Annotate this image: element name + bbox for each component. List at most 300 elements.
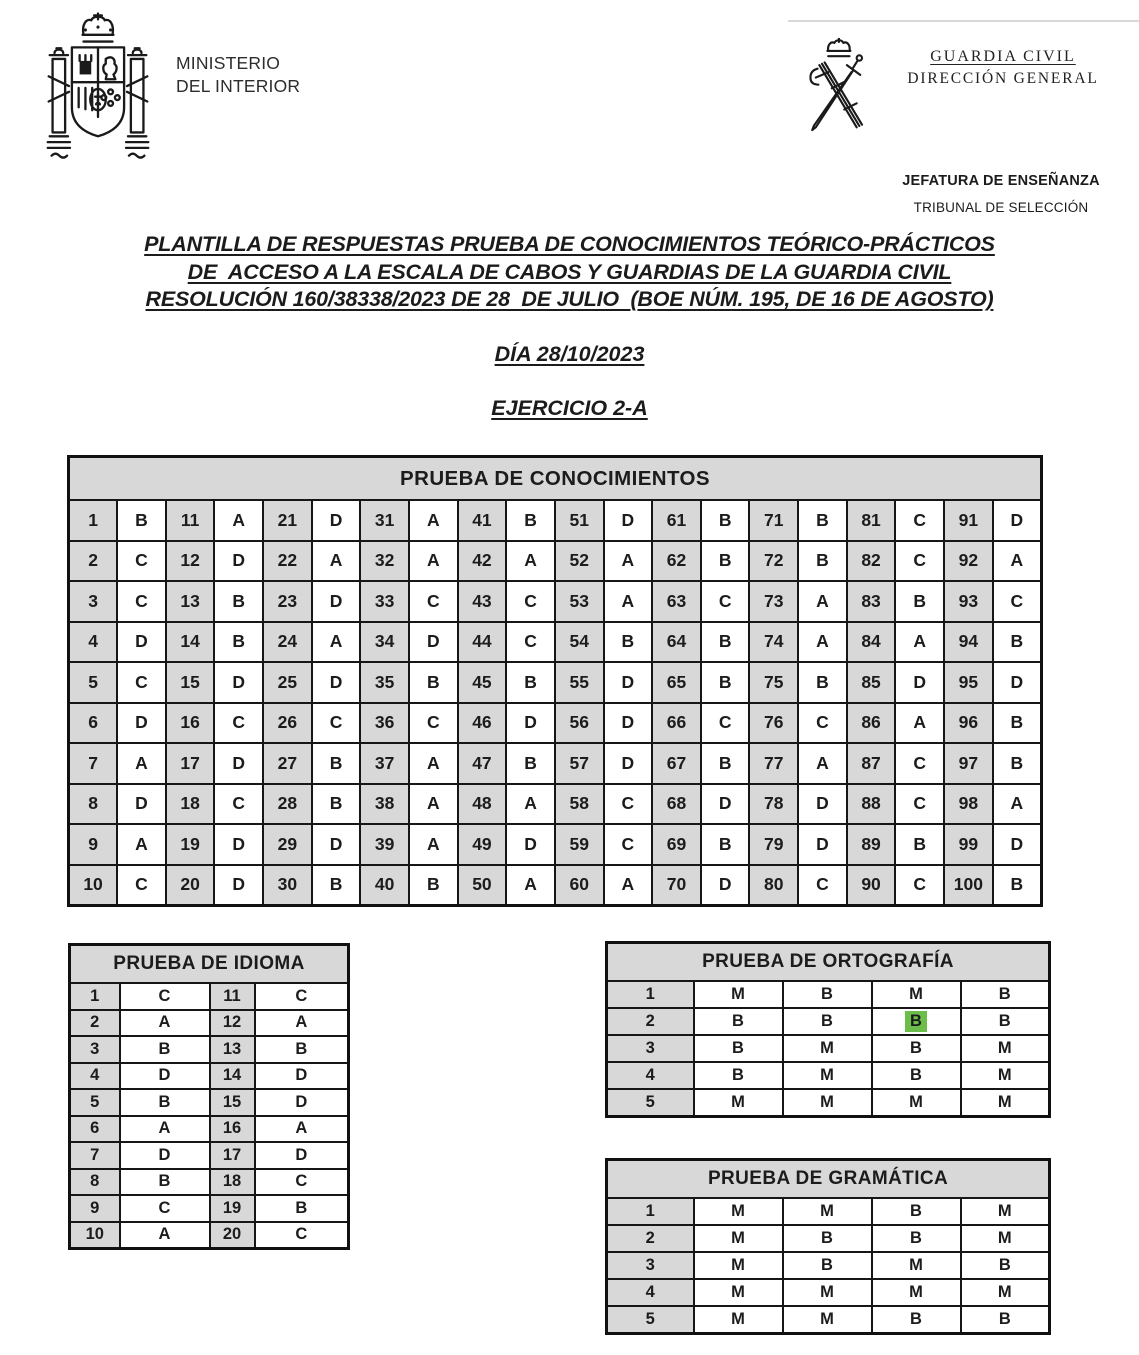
answer-letter: B — [993, 743, 1042, 784]
question-number: 8 — [69, 784, 118, 825]
idioma-section — [68, 943, 350, 1250]
answer-letter: D — [117, 703, 166, 744]
question-number: 82 — [847, 541, 896, 582]
answer-letter: D — [993, 824, 1042, 865]
answer-letter: B — [798, 662, 847, 703]
answer-row — [607, 1089, 1050, 1117]
answer-letter: B — [694, 1008, 783, 1035]
answer-letter: D — [214, 541, 263, 582]
question-number: 17 — [210, 1142, 255, 1169]
ministry-header — [40, 8, 300, 171]
answer-row — [607, 1062, 1050, 1089]
answer-letter: M — [872, 1089, 961, 1117]
answer-letter: A — [120, 1222, 210, 1249]
question-number: 24 — [263, 622, 312, 663]
answer-letter: B — [798, 541, 847, 582]
answer-letter: C — [506, 581, 555, 622]
answer-letter: C — [895, 865, 944, 906]
answer-letter: M — [694, 1198, 783, 1225]
question-number: 20 — [166, 865, 215, 906]
question-number: 28 — [263, 784, 312, 825]
answer-letter: M — [961, 1225, 1050, 1252]
question-number: 89 — [847, 824, 896, 865]
ortografia-section — [605, 941, 1051, 1118]
answer-letter: B — [701, 824, 750, 865]
answer-letter: B — [961, 1008, 1050, 1035]
question-number: 91 — [944, 500, 993, 541]
question-number: 83 — [847, 581, 896, 622]
guardia-civil-header — [798, 38, 1139, 215]
question-number: 61 — [652, 500, 701, 541]
question-number: 80 — [749, 865, 798, 906]
answer-row — [607, 1035, 1050, 1062]
answer-letter: A — [506, 865, 555, 906]
question-number: 4 — [69, 622, 118, 663]
question-number: 85 — [847, 662, 896, 703]
question-number: 9 — [69, 824, 118, 865]
answer-letter: B — [961, 1306, 1050, 1334]
answer-letter: D — [798, 824, 847, 865]
answer-letter: C — [409, 581, 458, 622]
question-number: 5 — [69, 662, 118, 703]
conocimientos-row — [69, 865, 1042, 906]
answer-letter: B — [506, 662, 555, 703]
answer-letter: B — [701, 743, 750, 784]
question-number: 5 — [70, 1089, 120, 1116]
question-number: 36 — [360, 703, 409, 744]
question-number: 68 — [652, 784, 701, 825]
answer-letter: B — [783, 1252, 872, 1279]
answer-letter: D — [506, 703, 555, 744]
answer-letter: B — [993, 865, 1042, 906]
question-number: 97 — [944, 743, 993, 784]
question-number: 25 — [263, 662, 312, 703]
exam-date: DÍA 28/10/2023 — [494, 342, 645, 366]
answer-letter: A — [255, 1116, 349, 1143]
answer-letter: D — [701, 784, 750, 825]
answer-letter: C — [604, 784, 653, 825]
answer-letter: D — [993, 662, 1042, 703]
question-number: 19 — [210, 1195, 255, 1222]
answer-letter: D — [701, 865, 750, 906]
answer-letter: B — [312, 784, 361, 825]
answer-letter: B — [783, 981, 872, 1008]
answer-letter: B — [506, 500, 555, 541]
answer-letter: C — [701, 581, 750, 622]
answer-letter: A — [798, 743, 847, 784]
answer-letter: C — [117, 541, 166, 582]
answer-letter: D — [604, 703, 653, 744]
answer-letter: A — [117, 824, 166, 865]
answer-letter: C — [214, 703, 263, 744]
question-number: 79 — [749, 824, 798, 865]
question-number: 67 — [652, 743, 701, 784]
answer-letter: M — [872, 1252, 961, 1279]
question-number: 42 — [458, 541, 507, 582]
question-number: 3 — [607, 1252, 694, 1279]
scan-artifact-line — [788, 20, 1139, 22]
question-number: 5 — [607, 1306, 694, 1334]
question-number: 21 — [263, 500, 312, 541]
question-number: 73 — [749, 581, 798, 622]
answer-letter: B — [872, 1306, 961, 1334]
answer-letter: M — [961, 1279, 1050, 1306]
answer-letter: A — [409, 500, 458, 541]
question-number: 11 — [166, 500, 215, 541]
answer-letter: D — [604, 500, 653, 541]
question-number: 30 — [263, 865, 312, 906]
question-number: 78 — [749, 784, 798, 825]
answer-letter: C — [604, 824, 653, 865]
question-number: 71 — [749, 500, 798, 541]
ministry-name-line1: MINISTERIO — [176, 53, 281, 73]
answer-letter: D — [312, 662, 361, 703]
question-number: 52 — [555, 541, 604, 582]
question-number: 72 — [749, 541, 798, 582]
ortografia-body — [607, 981, 1050, 1117]
conocimientos-section — [67, 455, 1043, 907]
question-number: 27 — [263, 743, 312, 784]
answer-letter: B — [117, 500, 166, 541]
idioma-row — [70, 1222, 349, 1249]
answer-letter: M — [783, 1089, 872, 1117]
question-number: 7 — [70, 1142, 120, 1169]
question-number: 75 — [749, 662, 798, 703]
answer-letter: C — [895, 743, 944, 784]
answer-letter — [872, 1008, 961, 1035]
answer-letter: M — [872, 1279, 961, 1306]
answer-letter: M — [694, 1225, 783, 1252]
question-number: 12 — [166, 541, 215, 582]
question-number: 4 — [607, 1062, 694, 1089]
highlighted-answer: B — [905, 1011, 927, 1032]
question-number: 90 — [847, 865, 896, 906]
answer-letter: A — [409, 541, 458, 582]
question-number: 16 — [166, 703, 215, 744]
conocimientos-row — [69, 622, 1042, 663]
question-number: 10 — [70, 1222, 120, 1249]
question-number: 64 — [652, 622, 701, 663]
answer-letter: D — [604, 662, 653, 703]
answer-letter: A — [604, 541, 653, 582]
gramatica-section — [605, 1158, 1051, 1335]
idioma-row — [70, 983, 349, 1010]
answer-row — [607, 1306, 1050, 1334]
question-number: 1 — [69, 500, 118, 541]
answer-letter: B — [604, 622, 653, 663]
idioma-row — [70, 1063, 349, 1090]
answer-letter: A — [312, 622, 361, 663]
answer-letter: B — [798, 500, 847, 541]
question-number: 44 — [458, 622, 507, 663]
question-number: 1 — [70, 983, 120, 1010]
question-number: 4 — [607, 1279, 694, 1306]
question-number: 47 — [458, 743, 507, 784]
question-number: 63 — [652, 581, 701, 622]
question-number: 56 — [555, 703, 604, 744]
answer-letter: D — [214, 824, 263, 865]
conocimientos-row — [69, 703, 1042, 744]
question-number: 15 — [166, 662, 215, 703]
answer-letter: B — [993, 622, 1042, 663]
answer-letter: D — [214, 865, 263, 906]
answer-letter: C — [117, 865, 166, 906]
question-number: 17 — [166, 743, 215, 784]
answer-letter: B — [312, 865, 361, 906]
jefatura-line: JEFATURA DE ENSEÑANZA — [902, 173, 1100, 189]
answer-letter: A — [506, 784, 555, 825]
question-number: 26 — [263, 703, 312, 744]
tribunal-line: TRIBUNAL DE SELECCIÓN — [913, 200, 1089, 215]
answer-letter: B — [214, 581, 263, 622]
answer-letter: B — [255, 1036, 349, 1063]
answer-letter: D — [255, 1089, 349, 1116]
question-number: 81 — [847, 500, 896, 541]
answer-letter: D — [117, 784, 166, 825]
question-number: 41 — [458, 500, 507, 541]
answer-letter: B — [872, 1225, 961, 1252]
question-number: 22 — [263, 541, 312, 582]
answer-letter: C — [120, 1195, 210, 1222]
answer-letter: B — [701, 622, 750, 663]
answer-letter: B — [961, 981, 1050, 1008]
idioma-row — [70, 1116, 349, 1143]
answer-letter: A — [214, 500, 263, 541]
answer-letter: M — [961, 1089, 1050, 1117]
gramatica-table — [605, 1158, 1051, 1335]
spain-coat-of-arms-icon — [40, 8, 156, 171]
answer-letter: C — [409, 703, 458, 744]
answer-letter: D — [506, 824, 555, 865]
question-number: 96 — [944, 703, 993, 744]
answer-letter: B — [872, 1198, 961, 1225]
answer-letter: C — [895, 500, 944, 541]
answer-letter: A — [604, 581, 653, 622]
question-number: 9 — [70, 1195, 120, 1222]
conocimientos-title: PRUEBA DE CONOCIMIENTOS — [69, 457, 1042, 501]
question-number: 20 — [210, 1222, 255, 1249]
answer-letter: B — [120, 1036, 210, 1063]
answer-letter: B — [783, 1008, 872, 1035]
question-number: 6 — [69, 703, 118, 744]
question-number: 3 — [607, 1035, 694, 1062]
question-number: 93 — [944, 581, 993, 622]
question-number: 95 — [944, 662, 993, 703]
answer-row — [607, 1279, 1050, 1306]
question-number: 4 — [70, 1063, 120, 1090]
answer-letter: A — [993, 541, 1042, 582]
question-number: 2 — [70, 1010, 120, 1037]
question-number: 43 — [458, 581, 507, 622]
answer-letter: D — [214, 743, 263, 784]
answer-letter: M — [694, 1279, 783, 1306]
conocimientos-row — [69, 662, 1042, 703]
question-number: 39 — [360, 824, 409, 865]
title-line-3: RESOLUCIÓN 160/38338/2023 DE 28 DE JULIO (BOE NÚM. 195, DE 16 DE AGOSTO) — [145, 287, 994, 311]
idioma-title: PRUEBA DE IDIOMA — [70, 945, 349, 984]
question-number: 6 — [70, 1116, 120, 1143]
answer-letter: C — [701, 703, 750, 744]
question-number: 3 — [70, 1036, 120, 1063]
answer-letter: M — [961, 1035, 1050, 1062]
question-number: 14 — [166, 622, 215, 663]
answer-row — [607, 981, 1050, 1008]
question-number: 55 — [555, 662, 604, 703]
answer-letter: A — [312, 541, 361, 582]
answer-letter: C — [255, 1169, 349, 1196]
question-number: 23 — [263, 581, 312, 622]
question-number: 13 — [166, 581, 215, 622]
question-number: 14 — [210, 1063, 255, 1090]
document-title — [40, 231, 1099, 314]
answer-letter: B — [872, 1062, 961, 1089]
answer-letter: D — [993, 500, 1042, 541]
question-number: 59 — [555, 824, 604, 865]
answer-letter: B — [895, 581, 944, 622]
answer-letter: D — [117, 622, 166, 663]
idioma-row — [70, 1169, 349, 1196]
guardia-civil-dept: DIRECCIÓN GENERAL — [907, 70, 1099, 87]
answer-letter: M — [961, 1198, 1050, 1225]
question-number: 88 — [847, 784, 896, 825]
question-number: 15 — [210, 1089, 255, 1116]
answer-letter: B — [783, 1225, 872, 1252]
question-number: 51 — [555, 500, 604, 541]
answer-letter: C — [117, 662, 166, 703]
question-number: 65 — [652, 662, 701, 703]
answer-letter: B — [895, 824, 944, 865]
answer-letter: B — [120, 1089, 210, 1116]
answer-letter: A — [120, 1010, 210, 1037]
answer-letter: D — [120, 1142, 210, 1169]
answer-letter: C — [798, 703, 847, 744]
answer-letter: D — [312, 581, 361, 622]
question-number: 77 — [749, 743, 798, 784]
answer-letter: D — [895, 662, 944, 703]
question-number: 98 — [944, 784, 993, 825]
answer-letter: B — [214, 622, 263, 663]
question-number: 19 — [166, 824, 215, 865]
question-number: 18 — [210, 1169, 255, 1196]
answer-letter: B — [694, 1035, 783, 1062]
question-number: 62 — [652, 541, 701, 582]
ministry-name — [176, 8, 300, 171]
guardia-civil-names — [878, 48, 1128, 88]
answer-letter: M — [783, 1279, 872, 1306]
question-number: 11 — [210, 983, 255, 1010]
question-number: 5 — [607, 1089, 694, 1117]
question-number: 84 — [847, 622, 896, 663]
answer-letter: C — [798, 865, 847, 906]
question-number: 74 — [749, 622, 798, 663]
question-number: 87 — [847, 743, 896, 784]
answer-letter: C — [120, 983, 210, 1010]
answer-letter: C — [506, 622, 555, 663]
answer-letter: A — [993, 784, 1042, 825]
answer-row — [607, 1225, 1050, 1252]
gramatica-title: PRUEBA DE GRAMÁTICA — [607, 1160, 1050, 1199]
idioma-row — [70, 1036, 349, 1063]
answer-row — [607, 1008, 1050, 1035]
answer-letter: C — [255, 1222, 349, 1249]
answer-letter: D — [312, 824, 361, 865]
answer-letter: A — [255, 1010, 349, 1037]
conocimientos-body — [69, 500, 1042, 906]
answer-letter: D — [120, 1063, 210, 1090]
answer-letter: A — [120, 1116, 210, 1143]
answer-letter: B — [701, 500, 750, 541]
question-number: 57 — [555, 743, 604, 784]
answer-letter: D — [604, 743, 653, 784]
guardia-civil-org: GUARDIA CIVIL — [930, 48, 1076, 65]
guardia-civil-units — [870, 173, 1132, 215]
answer-letter: M — [694, 1306, 783, 1334]
answer-letter: B — [694, 1062, 783, 1089]
question-number: 37 — [360, 743, 409, 784]
question-number: 18 — [166, 784, 215, 825]
question-number: 49 — [458, 824, 507, 865]
answer-letter: D — [312, 500, 361, 541]
idioma-row — [70, 1010, 349, 1037]
answer-letter: M — [783, 1035, 872, 1062]
answer-letter: M — [872, 981, 961, 1008]
answer-letter: A — [895, 622, 944, 663]
answer-letter: D — [214, 662, 263, 703]
question-number: 10 — [69, 865, 118, 906]
exercise-label: EJERCICIO 2-A — [491, 396, 648, 420]
title-line-2: DE ACCESO A LA ESCALA DE CABOS Y GUARDIAS DE LA GUARDIA CIVIL — [187, 259, 952, 284]
idioma-row — [70, 1142, 349, 1169]
answer-letter: B — [701, 541, 750, 582]
answer-letter: M — [694, 1252, 783, 1279]
answer-letter: A — [117, 743, 166, 784]
question-number: 12 — [210, 1010, 255, 1037]
answer-letter: C — [312, 703, 361, 744]
question-number: 92 — [944, 541, 993, 582]
question-number: 70 — [652, 865, 701, 906]
question-number: 16 — [210, 1116, 255, 1143]
question-number: 86 — [847, 703, 896, 744]
question-number: 50 — [458, 865, 507, 906]
answer-letter: D — [255, 1142, 349, 1169]
question-number: 100 — [944, 865, 993, 906]
answer-letter: A — [409, 824, 458, 865]
question-number: 7 — [69, 743, 118, 784]
question-number: 76 — [749, 703, 798, 744]
answer-letter: M — [694, 981, 783, 1008]
idioma-row — [70, 1089, 349, 1116]
answer-letter: M — [694, 1089, 783, 1117]
title-line-1: PLANTILLA DE RESPUESTAS PRUEBA DE CONOCIMIENTOS TEÓRICO-PRÁCTICOS — [144, 232, 995, 256]
conocimientos-row — [69, 743, 1042, 784]
ortografia-table — [605, 941, 1051, 1118]
gramatica-body — [607, 1198, 1050, 1334]
question-number: 46 — [458, 703, 507, 744]
answer-letter: C — [255, 983, 349, 1010]
idioma-body — [70, 983, 349, 1249]
ministry-name-line2: DEL INTERIOR — [176, 76, 301, 96]
question-number: 94 — [944, 622, 993, 663]
question-number: 33 — [360, 581, 409, 622]
answer-letter: D — [798, 784, 847, 825]
answer-letter: B — [872, 1035, 961, 1062]
answer-letter: A — [895, 703, 944, 744]
question-number: 58 — [555, 784, 604, 825]
answer-letter: A — [798, 622, 847, 663]
answer-letter: D — [409, 622, 458, 663]
conocimientos-table — [67, 455, 1043, 907]
ortografia-title: PRUEBA DE ORTOGRAFÍA — [607, 943, 1050, 982]
